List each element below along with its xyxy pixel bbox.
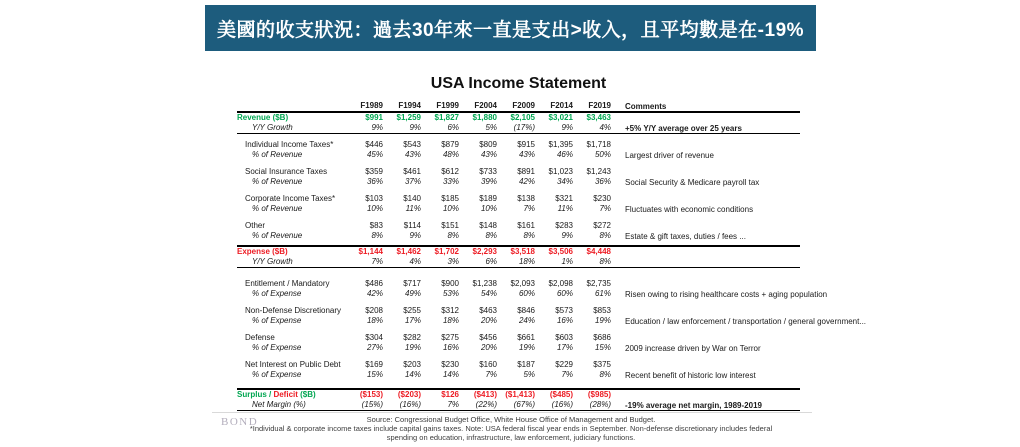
value-cell: $891 [517,167,535,176]
value-cell: $230 [441,360,459,369]
sub-value-cell: 20% [480,343,497,352]
value-cell: $283 [555,221,573,230]
subrow-label-revenue: Y/Y Growth [252,123,293,132]
sub-value-cell: 36% [366,177,383,186]
value-cell: $915 [517,140,535,149]
value-cell: $185 [441,194,459,203]
sub-value-cell: 7% [371,257,383,266]
sub-value-cell: 16% [556,316,573,325]
value-cell: $661 [517,333,535,342]
value-cell: $312 [441,306,459,315]
spacer-cell [237,326,800,333]
comment-cell-corporate-income-taxes: Fluctuates with economic conditions [625,204,754,214]
value-cell: $1,144 [358,247,383,256]
value-cell: $321 [555,194,573,203]
spacer-row [237,326,800,333]
row-label-social-insurance-taxes: Social Insurance Taxes [245,167,328,176]
table-row-individual-income-taxes [237,140,800,150]
table-row-non-defense-discretionary [237,306,800,316]
value-cell: $603 [555,333,573,342]
sub-value-cell: 42% [518,177,535,186]
sub-value-cell: 5% [523,370,535,379]
sub-value-cell: 7% [523,204,535,213]
sub-value-cell: (28%) [589,400,611,409]
comment-cell-social-insurance-taxes: Social Security & Medicare payroll tax [625,177,760,187]
value-cell: $140 [403,194,421,203]
column-header: F1989 [360,101,383,110]
sub-value-cell: 9% [409,123,421,132]
value-cell: $1,238 [472,279,497,288]
value-cell: $148 [479,221,497,230]
sub-value-cell: (16%) [399,400,421,409]
value-cell: $282 [403,333,421,342]
spacer-row [237,214,800,221]
spacer-cell [237,268,800,280]
row-label-net-interest-on-public-debt: Net Interest on Public Debt [245,360,341,369]
sub-value-cell: 19% [594,316,611,325]
spacer-row [237,353,800,360]
sub-value-cell: 54% [480,289,497,298]
title-banner [205,5,816,51]
sub-value-cell: 49% [404,289,421,298]
value-cell: $304 [365,333,383,342]
sub-value-cell: 18% [442,316,459,325]
sub-value-cell: 17% [556,343,573,352]
value-cell: $3,021 [548,113,573,122]
value-cell: $4,448 [586,247,611,256]
table-row-social-insurance-taxes [237,167,800,177]
sub-value-cell: 8% [523,231,535,240]
spacer-row [237,268,800,280]
spacer-cell [237,187,800,194]
sub-value-cell: 9% [371,123,383,132]
subrow-label-social-insurance-taxes: % of Revenue [252,177,303,186]
value-cell: $2,105 [510,113,535,122]
sub-value-cell: 18% [518,257,535,266]
sub-value-cell: 4% [599,123,611,132]
value-cell: $83 [369,221,383,230]
sub-value-cell: 10% [366,204,383,213]
sub-value-cell: 53% [442,289,459,298]
sub-value-cell: 24% [518,316,535,325]
value-cell: $3,506 [548,247,573,256]
value-cell: $375 [593,360,611,369]
spacer-cell [237,214,800,221]
row-label-other: Other [245,221,266,230]
comments-header: Comments [625,101,667,111]
table-row-corporate-income-taxes [237,194,800,204]
value-cell: $3,518 [510,247,535,256]
sub-value-cell: 14% [404,370,421,379]
value-cell: $1,718 [586,140,611,149]
value-cell: $3,463 [586,113,611,122]
subrow-label-defense: % of Expense [252,343,302,352]
value-cell: $2,735 [586,279,611,288]
sub-value-cell: 8% [447,231,459,240]
value-cell: $1,395 [548,140,573,149]
sub-value-cell: 45% [366,150,383,159]
value-cell: $151 [441,221,459,230]
spacer-cell [237,380,800,389]
spacer-row [237,160,800,167]
table-row-revenue [237,112,800,123]
row-label-revenue: Revenue ($B) [237,113,289,122]
sub-value-cell: 33% [442,177,459,186]
value-cell: $900 [441,279,459,288]
sub-value-cell: 1% [561,257,573,266]
sub-value-cell: (15%) [361,400,383,409]
income-statement-table-container [237,101,867,411]
table-row-expense [237,246,800,257]
value-cell: $2,098 [548,279,573,288]
value-cell: $1,702 [434,247,459,256]
value-cell: $160 [479,360,497,369]
source-line: Source: Congressional Budget Office, White House Office of Management and Budget. [366,415,656,424]
sub-value-cell: 20% [480,316,497,325]
sub-value-cell: (16%) [551,400,573,409]
row-label-defense: Defense [245,333,275,342]
spacer-row [237,299,800,306]
value-cell: $846 [517,306,535,315]
sub-value-cell: 43% [404,150,421,159]
value-cell: $126 [441,390,459,399]
sub-value-cell: 16% [442,343,459,352]
comment-cell-entitlement-mandatory: Risen owing to rising healthcare costs + aging population [625,289,828,299]
value-cell: $1,243 [586,167,611,176]
comment-cell-expense [611,246,800,268]
subrow-label-surplus-deficit: Net Margin (%) [252,400,306,409]
value-cell: $255 [403,306,421,315]
sub-value-cell: 7% [485,370,497,379]
row-label-entitlement-mandatory: Entitlement / Mandatory [245,279,330,288]
value-cell: $230 [593,194,611,203]
spacer-row [237,187,800,194]
footnote-line: *Individual & corporate income taxes include capital gains taxes. Note: USA federal fiscal year ends in September. Non-defense discretionary includes federal [249,424,773,433]
column-header: F2009 [512,101,535,110]
sub-value-cell: 50% [594,150,611,159]
sub-value-cell: (67%) [513,400,535,409]
value-cell: $275 [441,333,459,342]
value-cell: $1,462 [396,247,421,256]
row-label-part: Surplus [237,390,267,399]
spacer-cell [237,160,800,167]
sub-value-cell: 48% [442,150,459,159]
row-label-surplus-deficit [237,389,345,400]
sub-value-cell: 9% [561,123,573,132]
value-cell: $103 [365,194,383,203]
row-label-corporate-income-taxes: Corporate Income Taxes* [245,194,336,203]
value-cell: $717 [403,279,421,288]
value-cell: $456 [479,333,497,342]
value-cell: $208 [365,306,383,315]
spacer-row [237,380,800,389]
sub-value-cell: 14% [442,370,459,379]
column-header: F1994 [398,101,421,110]
sub-value-cell: 7% [447,400,459,409]
sub-value-cell: 42% [366,289,383,298]
sub-value-cell: 5% [485,123,497,132]
sub-value-cell: 43% [480,150,497,159]
value-cell: $461 [403,167,421,176]
sub-value-cell: 6% [447,123,459,132]
value-cell: $486 [365,279,383,288]
sub-value-cell: 8% [599,370,611,379]
sub-value-cell: 3% [447,257,459,266]
spacer-cell [237,353,800,360]
sub-value-cell: 60% [556,289,573,298]
page-title: USA Income Statement [430,75,607,92]
footer-divider [212,412,812,413]
value-cell: $1,023 [548,167,573,176]
sub-value-cell: 8% [599,231,611,240]
value-cell: $189 [479,194,497,203]
value-cell: $463 [479,306,497,315]
header-spacer-cell [237,101,345,112]
sub-value-cell: 10% [480,204,497,213]
table-row-surplus-deficit [237,389,800,400]
column-header: F1999 [436,101,459,110]
sub-value-cell: 46% [556,150,573,159]
table-row-net-interest-on-public-debt [237,360,800,370]
value-cell: $114 [403,221,421,230]
subrow-label-other: % of Revenue [252,231,303,240]
value-cell: $543 [403,140,421,149]
sub-value-cell: 27% [366,343,383,352]
value-cell: ($153) [359,390,383,399]
value-cell: $733 [479,167,497,176]
value-cell: $138 [517,194,535,203]
sub-value-cell: 11% [405,204,421,213]
value-cell: $229 [555,360,573,369]
sub-value-cell: 37% [404,177,421,186]
column-header: F2014 [550,101,573,110]
sub-value-cell: 7% [561,370,573,379]
value-cell: $612 [441,167,459,176]
income-statement-table [237,101,867,411]
value-cell: ($485) [549,390,573,399]
table-row-other [237,221,800,231]
row-label-expense: Expense ($B) [237,247,288,256]
row-label-individual-income-taxes: Individual Income Taxes* [245,140,334,149]
row-label-part: / [266,390,274,399]
sub-value-cell: 9% [561,231,573,240]
comment-cell-non-defense-discretionary: Education / law enforcement / transportation / general government... [625,316,867,326]
comment-cell-surplus-deficit: -19% average net margin, 1989-2019 [625,400,762,410]
value-cell: $853 [593,306,611,315]
value-cell: $573 [555,306,573,315]
sub-value-cell: 7% [599,204,611,213]
sub-value-cell: 10% [442,204,459,213]
value-cell: $1,827 [434,113,459,122]
subrow-label-entitlement-mandatory: % of Expense [252,289,302,298]
value-cell: $1,880 [472,113,497,122]
value-cell: $991 [365,113,383,122]
banner-text: 美國的收支狀況：過去30年來一直是支出>收入，且平均數是在-19% [216,19,805,41]
value-cell: $359 [365,167,383,176]
sub-value-cell: 8% [599,257,611,266]
sub-value-cell: 34% [556,177,573,186]
sub-value-cell: 15% [594,343,611,352]
sub-value-cell: 18% [366,316,383,325]
sub-value-cell: 9% [409,231,421,240]
value-cell: ($1,413) [505,390,535,399]
subrow-label-non-defense-discretionary: % of Expense [252,316,302,325]
sub-value-cell: 19% [404,343,421,352]
value-cell: $1,259 [396,113,421,122]
value-cell: $2,093 [510,279,535,288]
row-label-non-defense-discretionary: Non-Defense Discretionary [245,306,342,315]
value-cell: $446 [365,140,383,149]
value-cell: $272 [593,221,611,230]
sub-value-cell: 11% [557,204,573,213]
value-cell: $169 [365,360,383,369]
sub-value-cell: 17% [404,316,421,325]
table-header-row [237,101,800,112]
sub-value-cell: 61% [594,289,611,298]
bond-logo: BOND [221,416,259,428]
sub-value-cell: 6% [485,257,497,266]
value-cell: ($203) [397,390,421,399]
row-label-part: Deficit [273,390,298,399]
sub-value-cell: 8% [371,231,383,240]
subrow-label-individual-income-taxes: % of Revenue [252,150,303,159]
value-cell: $2,293 [472,247,497,256]
column-header: F2004 [474,101,497,110]
sub-value-cell: 19% [518,343,535,352]
column-header: F2019 [588,101,611,110]
value-cell: $809 [479,140,497,149]
sub-value-cell: 36% [594,177,611,186]
value-cell: ($985) [587,390,611,399]
table-row-entitlement-mandatory [237,279,800,289]
comment-cell-individual-income-taxes: Largest driver of revenue [625,150,714,160]
subrow-label-net-interest-on-public-debt: % of Expense [252,370,302,379]
subrow-label-corporate-income-taxes: % of Revenue [252,204,303,213]
value-cell: $161 [517,221,535,230]
value-cell: $879 [441,140,459,149]
comment-cell-revenue: +5% Y/Y average over 25 years [625,123,742,133]
sub-value-cell: 39% [480,177,497,186]
sub-value-cell: 60% [518,289,535,298]
row-label-part: ($B) [297,390,316,399]
value-cell: $203 [403,360,421,369]
comment-cell-net-interest-on-public-debt: Recent benefit of historic low interest [625,370,756,380]
table-row-defense [237,333,800,343]
comment-cell-defense: 2009 increase driven by War on Terror [625,343,761,353]
footnotes [205,415,817,442]
value-cell: $187 [517,360,535,369]
value-cell: $686 [593,333,611,342]
sub-value-cell: 43% [518,150,535,159]
sub-value-cell: (17%) [513,123,535,132]
footnote-line-2: spending on education, infrastructure, law enforcement, judiciary functions. [386,433,636,442]
subrow-label-expense: Y/Y Growth [252,257,293,266]
comment-cell-other: Estate & gift taxes, duties / fees ... [625,231,746,241]
sub-value-cell: 15% [366,370,383,379]
sub-value-cell: (22%) [475,400,497,409]
spacer-cell [237,299,800,306]
value-cell: ($413) [473,390,497,399]
sub-value-cell: 8% [485,231,497,240]
sub-value-cell: 4% [409,257,421,266]
